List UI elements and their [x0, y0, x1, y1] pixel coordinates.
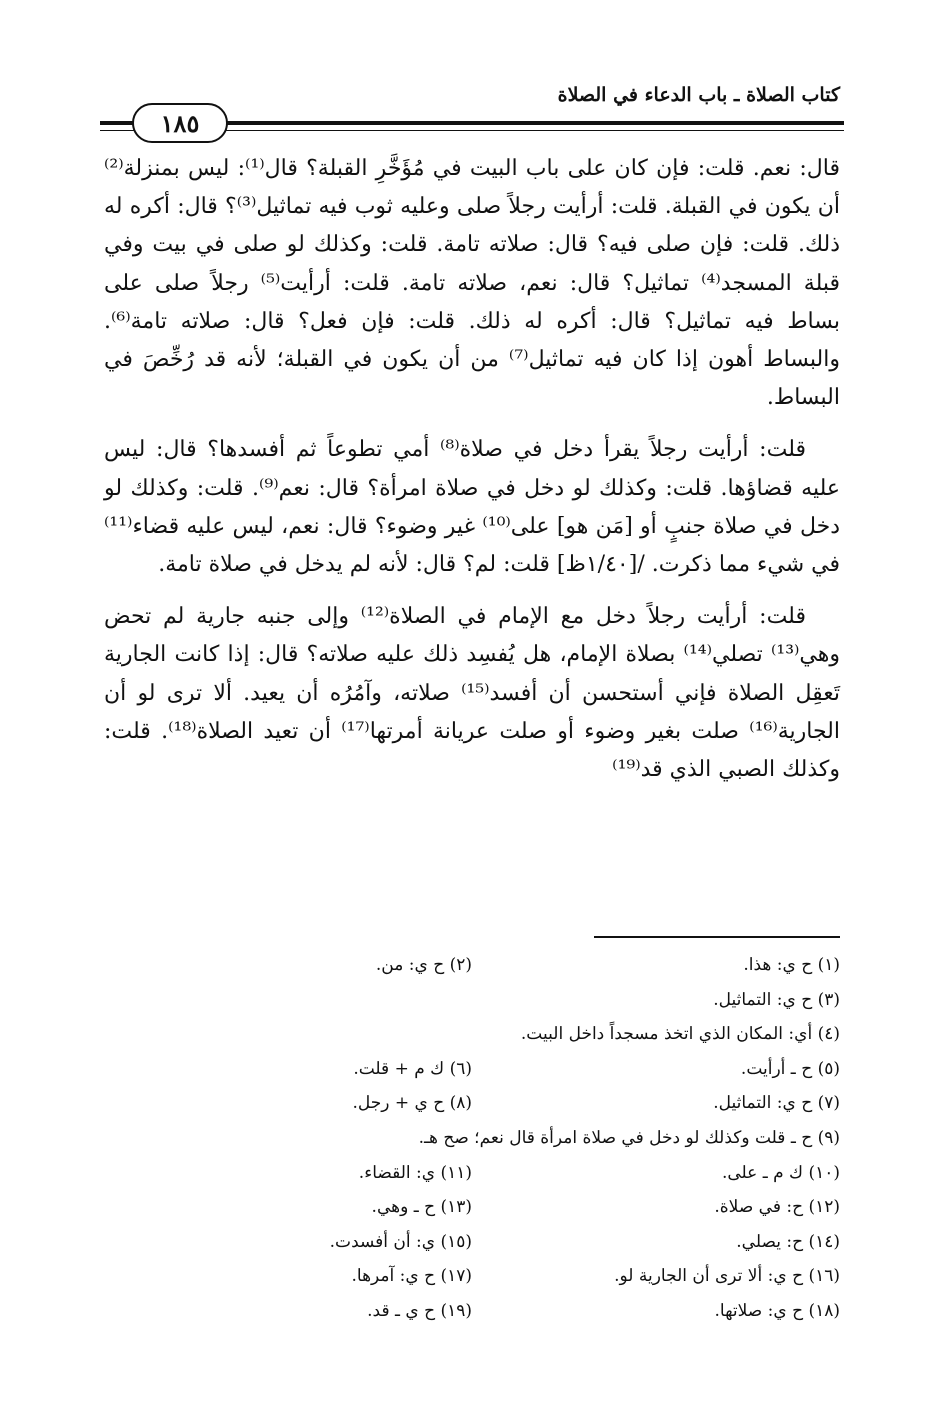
footnote: (١٤) ح: يصلي. [736, 1231, 840, 1252]
footnote: (١٠) ك م ـ على. [721, 1162, 840, 1183]
footnote: (٩) ح ـ قلت وكذلك لو دخل في صلاة امرأة قال نعم؛ صح هـ. [418, 1127, 840, 1148]
running-title: كتاب الصلاة ـ باب الدعاء في الصلاة [557, 84, 840, 106]
footnote: (١٩) ح ي ـ قد. [367, 1300, 472, 1321]
footnote: (١٥) ي: أن أفسدت. [329, 1231, 472, 1252]
footnote-row [104, 1052, 840, 1087]
footnote: (١١) ي: القضاء. [358, 1162, 472, 1183]
footnote: (١٢) ح: في صلاة. [714, 1197, 840, 1218]
footnote: (٥) ح ـ أرأيت. [740, 1058, 840, 1079]
footnote: (٤) أي: المكان الذي اتخذ مسجداً داخل البيت. [520, 1024, 840, 1045]
footnote: (١٦) ح ي: ألا ترى أن الجارية لو. [614, 1266, 840, 1287]
paragraph-2: قلت: أرأيت رجلاً يقرأ دخل في صلاة⁽⁸⁾ أمي تطوعاً ثم أفسدها؟ قال: ليس عليه قضاؤها. قلت: وكذلك لو دخل في صلاة امرأة؟ قال: نعم⁽⁹⁾. قلت: وكذلك لو دخل في صلاة جنبٍ أو [مَن هو] على⁽¹⁰⁾ غير وضوء؟ قال: نعم، ليس عليه قضاء⁽¹¹⁾ في شيء مما ذكرت. /[١/٤٠ظ] قلت: لم؟ قال: لأنه لم يدخل في صلاة تامة. [104, 437, 841, 578]
footnote-row [104, 1017, 840, 1052]
footnote: (١٨) ح ي: صلاتها. [714, 1300, 840, 1321]
footnote: (٨) ح ي + رجل. [352, 1093, 472, 1114]
footnote-separator [594, 936, 840, 938]
footnote: (٢) ح ي: من. [375, 955, 472, 975]
main-text [104, 150, 840, 789]
footnote-row [104, 1156, 840, 1191]
footnote: (٦) ك م + قلت. [353, 1058, 472, 1079]
footnote-row [104, 1294, 840, 1329]
footnote: (١٣) ح ـ وهي. [371, 1197, 472, 1218]
footnote-row [104, 1225, 840, 1260]
footnote: (١) ح ي: هذا. [743, 955, 840, 975]
footnote-row [104, 1190, 840, 1225]
footnote-row [104, 1086, 840, 1121]
paragraph-3: قلت: أرأيت رجلاً دخل مع الإمام في الصلاة⁽¹²⁾ وإلى جنبه جارية لم تحض وهي⁽¹³⁾ تصلي⁽¹⁴⁾ بصلاة الإمام، هل يُفسِد ذلك عليه صلاته؟ قال: إذا كانت الجارية تَعقِل الصلاة فإني أستحسن أن أفسد⁽¹⁵⁾ صلاته، وآمُرُه أن يعيد. ألا ترى لو أن الجارية⁽¹⁶⁾ صلت بغير وضوء أو صلت عريانة أمرتها⁽¹⁷⁾ أن تعيد الصلاة⁽¹⁸⁾. قلت: وكذلك الصبي الذي قد⁽¹⁹⁾ [104, 604, 840, 783]
footnote: (٧) ح ي: التماثيل. [713, 1093, 840, 1114]
footnote: (٣) ح ي: التماثيل. [713, 989, 840, 1010]
paragraph-1: قال: نعم. قلت: فإن كان على باب البيت في مُؤَخَّرِ القبلة؟ قال⁽¹⁾: ليس بمنزلة⁽²⁾ أن يكون في القبلة. قلت: أرأيت رجلاً صلى وعليه ثوب فيه تماثيل⁽³⁾؟ قال: أكره له ذلك. قلت: فإن صلى فيه؟ قال: صلاته تامة. قلت: وكذلك لو صلى في بيت وفي قبلة المسجد⁽⁴⁾ تماثيل؟ قال: نعم، صلاته تامة. قلت: أرأيت⁽⁵⁾ رجلاً صلى على بساط فيه تماثيل؟ قال: أكره له ذلك. قلت: فإن فعل؟ قال: صلاته تامة⁽⁶⁾. والبساط أهون إذا كان فيه تماثيل⁽⁷⁾ من أن يكون في القبلة؛ لأنه قد رُخِّصَ في البساط. [104, 156, 841, 411]
footnote-row [104, 983, 840, 1018]
page-number: ١٨٥ [132, 103, 228, 143]
footnote-row [104, 948, 840, 983]
footnote-row [104, 1121, 840, 1156]
footnote-row [104, 1259, 840, 1294]
footnote: (١٧) ح ي: آمرها. [351, 1266, 472, 1287]
footnotes [104, 948, 840, 1329]
